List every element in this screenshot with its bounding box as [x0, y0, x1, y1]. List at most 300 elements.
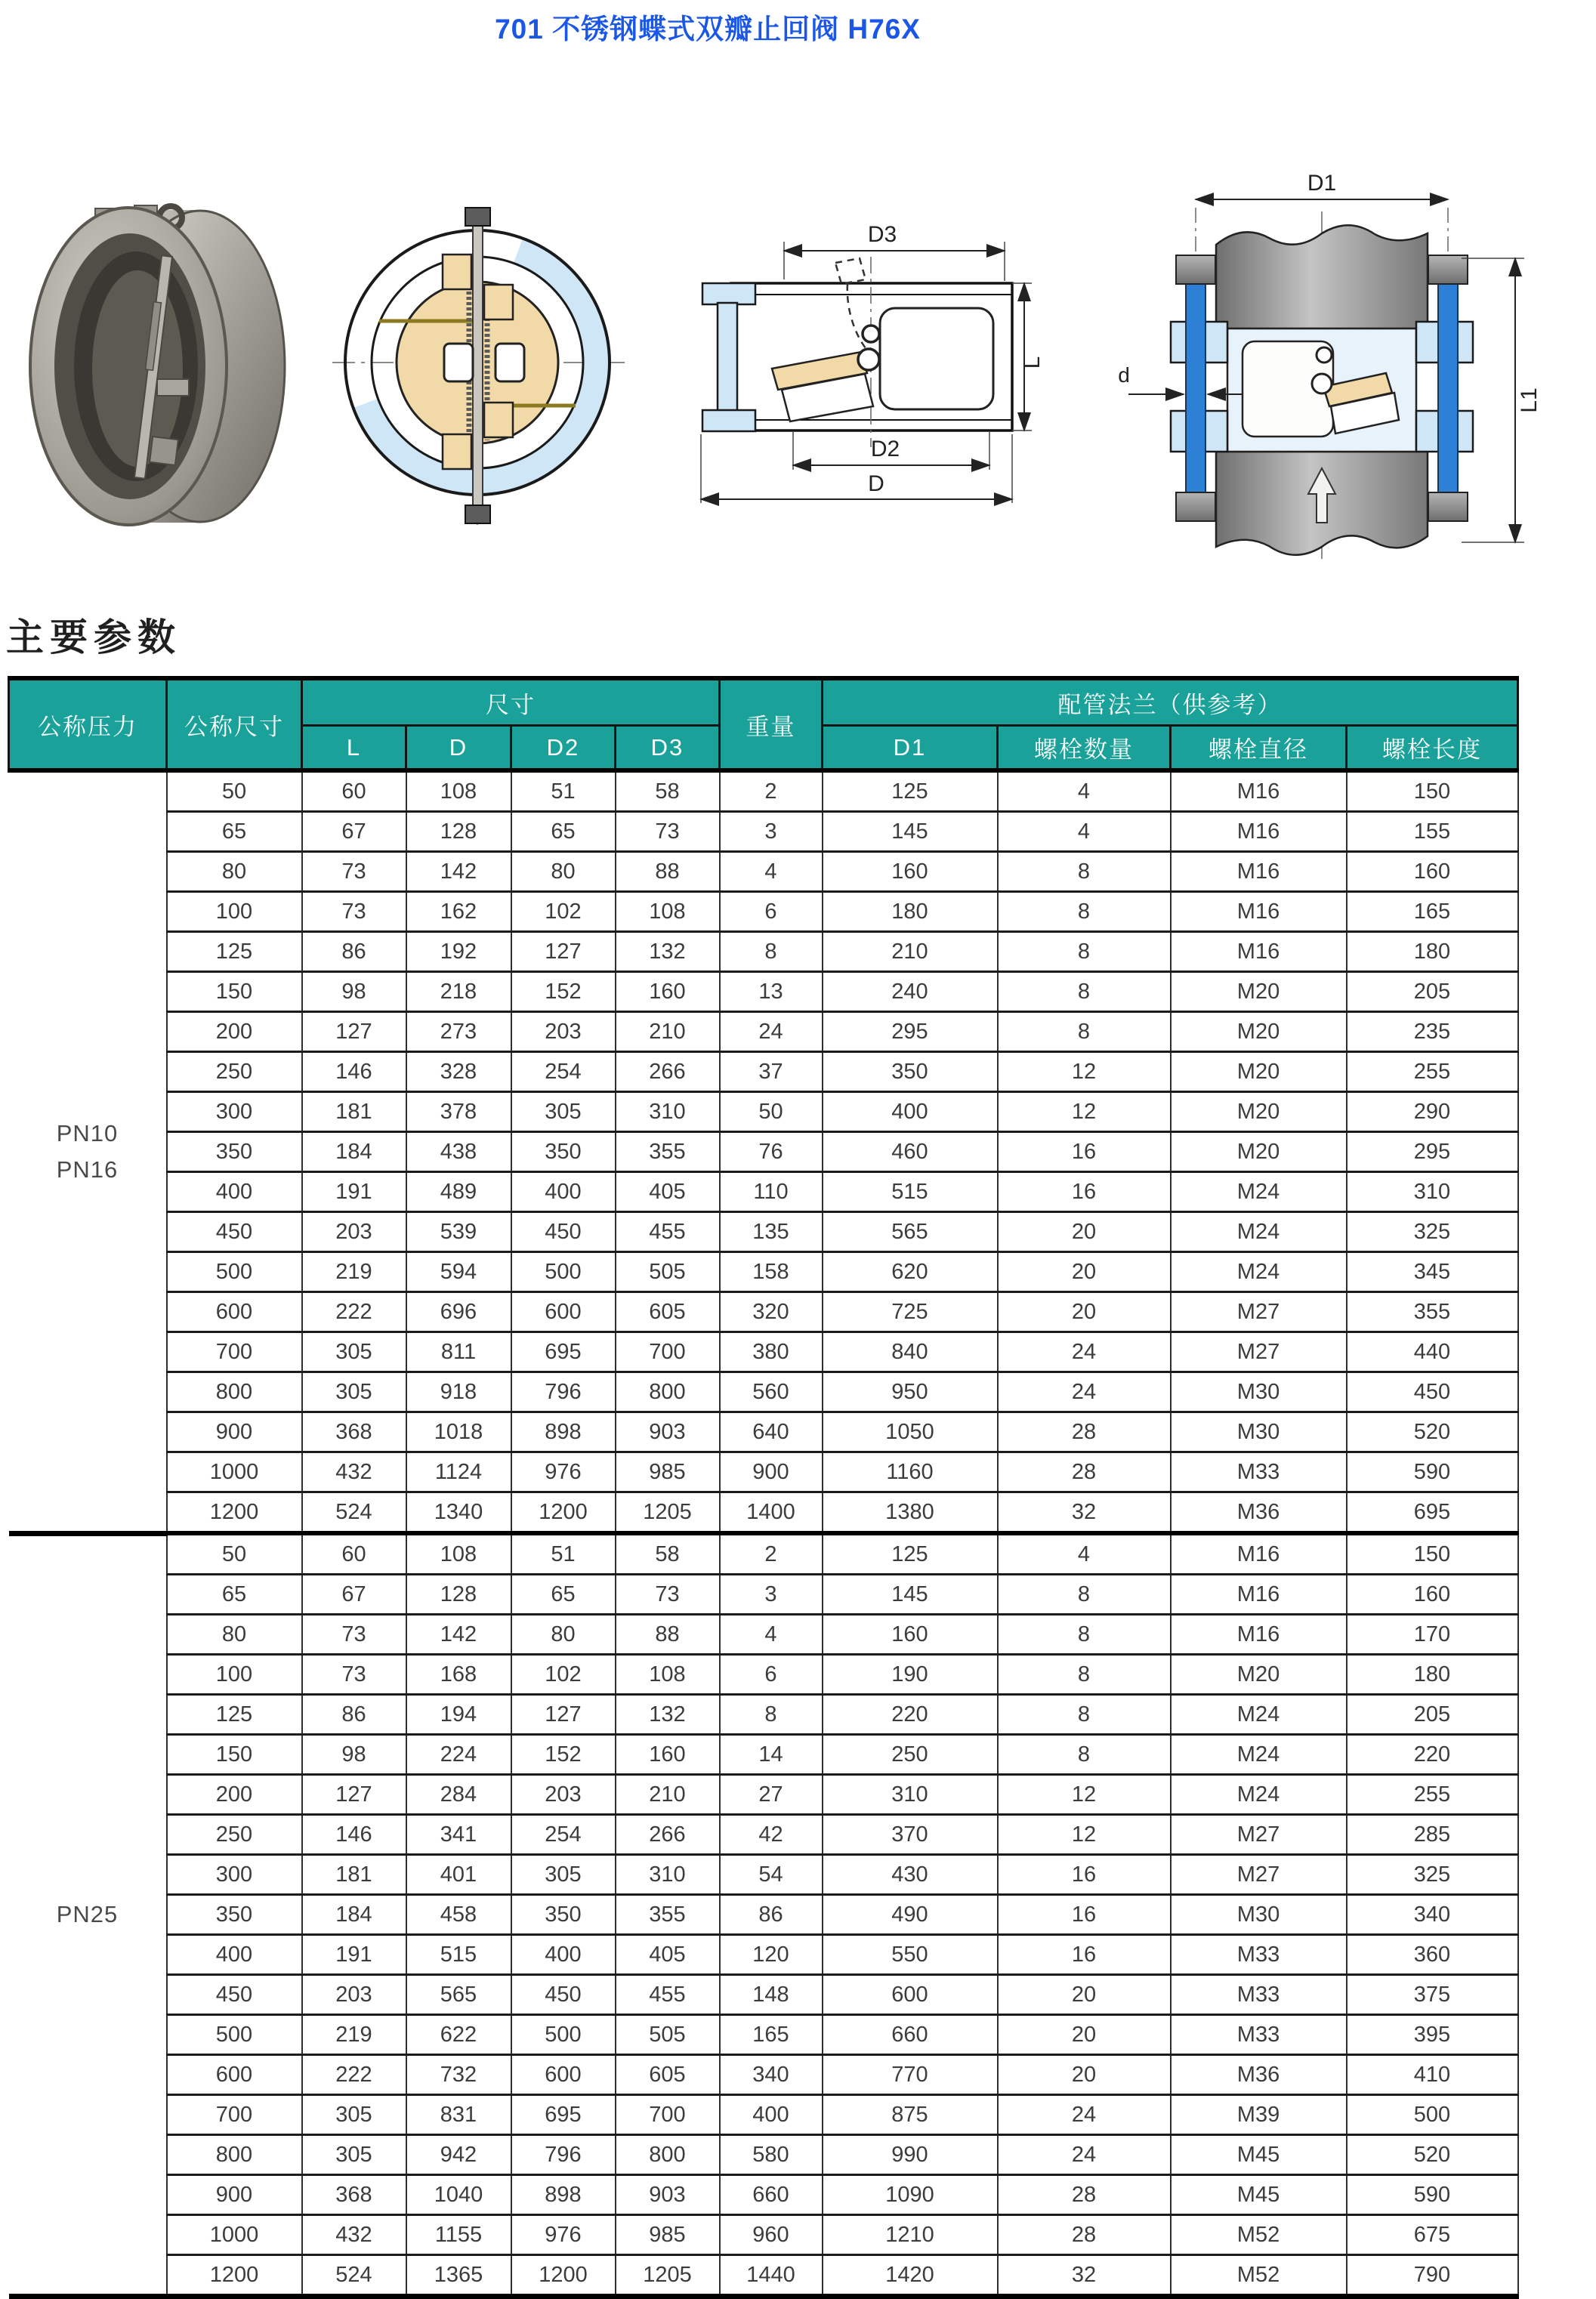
value-cell: 305 [302, 2095, 406, 2135]
value-cell: 88 [616, 852, 720, 892]
front-view-drawing [332, 208, 627, 525]
value-cell: M16 [1171, 932, 1347, 972]
table-row [9, 1092, 1518, 1132]
value-cell: 180 [1347, 932, 1518, 972]
value-cell: 8 [998, 1575, 1171, 1615]
value-cell: 355 [1347, 1292, 1518, 1332]
table-row [9, 1575, 1518, 1615]
value-cell: 24 [720, 1012, 823, 1052]
value-cell: 135 [720, 1212, 823, 1252]
header-dims-group: 尺寸 [302, 678, 720, 726]
value-cell: 8 [998, 972, 1171, 1012]
value-cell: 14 [720, 1735, 823, 1775]
value-cell: 12 [998, 1052, 1171, 1092]
value-cell: 840 [823, 1332, 998, 1372]
hinge-pin-section [1317, 347, 1332, 363]
value-cell: 54 [720, 1855, 823, 1895]
value-cell: 120 [720, 1935, 823, 1975]
value-cell: 24 [998, 2135, 1171, 2175]
value-cell: 51 [511, 1533, 616, 1575]
end-bolt [465, 505, 490, 523]
value-cell: 950 [823, 1372, 998, 1412]
value-cell: 620 [823, 1252, 998, 1292]
size-cell: 65 [167, 1575, 302, 1615]
value-cell: 127 [302, 1012, 406, 1052]
value-cell: 273 [406, 1012, 511, 1052]
value-cell: 181 [302, 1855, 406, 1895]
value-cell: 515 [406, 1935, 511, 1975]
size-cell: 450 [167, 1212, 302, 1252]
value-cell: 438 [406, 1132, 511, 1172]
value-cell: 1124 [406, 1452, 511, 1492]
value-cell: 51 [511, 770, 616, 812]
value-cell: M27 [1171, 1815, 1347, 1855]
value-cell: 600 [511, 1292, 616, 1332]
value-cell: 341 [406, 1815, 511, 1855]
value-cell: 695 [511, 1332, 616, 1372]
value-cell: M27 [1171, 1332, 1347, 1372]
value-cell: 128 [406, 1575, 511, 1615]
value-cell: 605 [616, 2055, 720, 2095]
value-cell: 1340 [406, 1492, 511, 1534]
value-cell: 622 [406, 2015, 511, 2055]
table-row [9, 1775, 1518, 1815]
value-cell: 796 [511, 1372, 616, 1412]
value-cell: 900 [720, 1452, 823, 1492]
value-cell: 350 [511, 1895, 616, 1935]
value-cell: 325 [1347, 1855, 1518, 1895]
cross-section-drawing [687, 211, 1045, 506]
value-cell: 305 [511, 1092, 616, 1132]
value-cell: 108 [616, 892, 720, 932]
table-header [9, 678, 1518, 770]
end-bolt [465, 208, 490, 226]
size-cell: 150 [167, 1735, 302, 1775]
value-cell: 368 [302, 2175, 406, 2215]
value-cell: 355 [616, 1895, 720, 1935]
value-cell: 240 [823, 972, 998, 1012]
value-cell: M36 [1171, 1492, 1347, 1534]
value-cell: 158 [720, 1252, 823, 1292]
table-row [9, 1655, 1518, 1695]
table-row [9, 1735, 1518, 1775]
value-cell: 145 [823, 812, 998, 852]
value-cell: 8 [998, 892, 1171, 932]
value-cell: 16 [998, 1855, 1171, 1895]
size-cell: 250 [167, 1815, 302, 1855]
header-col-l: L [302, 726, 406, 771]
table-row [9, 1372, 1518, 1412]
size-cell: 600 [167, 1292, 302, 1332]
value-cell: 255 [1347, 1052, 1518, 1092]
value-cell: M16 [1171, 852, 1347, 892]
value-cell: 285 [1347, 1815, 1518, 1855]
value-cell: 168 [406, 1655, 511, 1695]
value-cell: 400 [511, 1935, 616, 1975]
value-cell: 695 [1347, 1492, 1518, 1534]
value-cell: 86 [302, 932, 406, 972]
value-cell: 250 [823, 1735, 998, 1775]
value-cell: M27 [1171, 1292, 1347, 1332]
value-cell: M24 [1171, 1212, 1347, 1252]
value-cell: M16 [1171, 892, 1347, 932]
stop-bracket [157, 379, 189, 396]
value-cell: 203 [511, 1775, 616, 1815]
value-cell: 60 [302, 770, 406, 812]
value-cell: 254 [511, 1052, 616, 1092]
table-row [9, 1975, 1518, 2015]
value-cell: 1210 [823, 2215, 998, 2255]
header-weight: 重量 [720, 678, 823, 770]
value-cell: 28 [998, 1452, 1171, 1492]
value-cell: 98 [302, 972, 406, 1012]
value-cell: 310 [1347, 1172, 1518, 1212]
value-cell: 370 [823, 1815, 998, 1855]
value-cell: 539 [406, 1212, 511, 1252]
value-cell: 1380 [823, 1492, 998, 1534]
value-cell: 1420 [823, 2255, 998, 2297]
table-row [9, 770, 1518, 812]
value-cell: 125 [823, 1533, 998, 1575]
value-cell: 6 [720, 1655, 823, 1695]
value-cell: 266 [616, 1815, 720, 1855]
value-cell: 898 [511, 1412, 616, 1452]
value-cell: 13 [720, 972, 823, 1012]
value-cell: 28 [998, 2175, 1171, 2215]
value-cell: 165 [1347, 892, 1518, 932]
bore-cavity [880, 308, 993, 409]
value-cell: 128 [406, 812, 511, 852]
value-cell: M30 [1171, 1372, 1347, 1412]
value-cell: 500 [511, 1252, 616, 1292]
size-cell: 700 [167, 1332, 302, 1372]
value-cell: 12 [998, 1815, 1171, 1855]
value-cell: 560 [720, 1372, 823, 1412]
value-cell: 976 [511, 1452, 616, 1492]
header-col-bolt-len: 螺栓长度 [1347, 726, 1518, 771]
page-title: 701 不锈钢蝶式双瓣止回阀 H76X [495, 14, 921, 45]
table-row [9, 2135, 1518, 2175]
size-cell: 125 [167, 1695, 302, 1735]
value-cell: 590 [1347, 2175, 1518, 2215]
hinge-pin [473, 218, 483, 507]
value-cell: M16 [1171, 770, 1347, 812]
size-cell: 100 [167, 892, 302, 932]
hinge-pin-section [863, 326, 879, 342]
value-cell: M20 [1171, 1655, 1347, 1695]
value-cell: 400 [720, 2095, 823, 2135]
size-cell: 200 [167, 1012, 302, 1052]
dimension-label-l1: L1 [1517, 387, 1542, 413]
value-cell: 524 [302, 1492, 406, 1534]
value-cell: 675 [1347, 2215, 1518, 2255]
value-cell: 284 [406, 1775, 511, 1815]
value-cell: 1440 [720, 2255, 823, 2297]
valve-photo [23, 189, 287, 536]
value-cell: 205 [1347, 1695, 1518, 1735]
value-cell: 401 [406, 1855, 511, 1895]
value-cell: M24 [1171, 1695, 1347, 1735]
value-cell: 203 [302, 1975, 406, 2015]
value-cell: 455 [616, 1212, 720, 1252]
value-cell: 515 [823, 1172, 998, 1212]
value-cell: M39 [1171, 2095, 1347, 2135]
value-cell: 98 [302, 1735, 406, 1775]
size-cell: 100 [167, 1655, 302, 1695]
value-cell: 320 [720, 1292, 823, 1332]
value-cell: 28 [998, 2215, 1171, 2255]
value-cell: 520 [1347, 1412, 1518, 1452]
size-cell: 1000 [167, 2215, 302, 2255]
value-cell: M24 [1171, 1252, 1347, 1292]
value-cell: 295 [1347, 1132, 1518, 1172]
value-cell: 220 [1347, 1735, 1518, 1775]
pressure-group-label [9, 1533, 167, 2297]
value-cell: 160 [1347, 1575, 1518, 1615]
value-cell: 1200 [511, 1492, 616, 1534]
value-cell: 458 [406, 1895, 511, 1935]
value-cell: M24 [1171, 1735, 1347, 1775]
size-cell: 800 [167, 1372, 302, 1412]
value-cell: 305 [302, 2135, 406, 2175]
size-cell: 350 [167, 1132, 302, 1172]
value-cell: 160 [616, 972, 720, 1012]
value-cell: 194 [406, 1695, 511, 1735]
valve-plate [92, 270, 183, 467]
value-cell: 16 [998, 1172, 1171, 1212]
value-cell: 985 [616, 2215, 720, 2255]
size-cell: 125 [167, 932, 302, 972]
value-cell: 88 [616, 1615, 720, 1655]
hinge-pin-section [858, 349, 879, 370]
value-cell: 222 [302, 1292, 406, 1332]
value-cell: M45 [1171, 2135, 1347, 2175]
value-cell: 108 [616, 1655, 720, 1695]
value-cell: 8 [998, 1655, 1171, 1695]
table-row [9, 1332, 1518, 1372]
value-cell: 58 [616, 1533, 720, 1575]
table-row [9, 1412, 1518, 1452]
value-cell: 8 [998, 1735, 1171, 1775]
value-cell: 152 [511, 972, 616, 1012]
value-cell: M36 [1171, 2055, 1347, 2095]
value-cell: M30 [1171, 1895, 1347, 1935]
stud-bolt [1438, 284, 1458, 492]
value-cell: M33 [1171, 1935, 1347, 1975]
value-cell: 460 [823, 1132, 998, 1172]
size-cell: 350 [167, 1895, 302, 1935]
value-cell: M30 [1171, 1412, 1347, 1452]
value-cell: 24 [998, 2095, 1171, 2135]
table-row [9, 1855, 1518, 1895]
value-cell: 160 [616, 1735, 720, 1775]
size-cell: 450 [167, 1975, 302, 2015]
value-cell: 42 [720, 1815, 823, 1855]
value-cell: 310 [823, 1775, 998, 1815]
table-row [9, 1252, 1518, 1292]
value-cell: 73 [302, 892, 406, 932]
value-cell: 903 [616, 1412, 720, 1452]
value-cell: 811 [406, 1332, 511, 1372]
value-cell: 37 [720, 1052, 823, 1092]
value-cell: 305 [511, 1855, 616, 1895]
table-row [9, 2255, 1518, 2297]
size-cell: 900 [167, 2175, 302, 2215]
value-cell: 28 [998, 1412, 1171, 1452]
value-cell: 191 [302, 1935, 406, 1975]
value-cell: 67 [302, 1575, 406, 1615]
value-cell: 796 [511, 2135, 616, 2175]
value-cell: 378 [406, 1092, 511, 1132]
value-cell: M33 [1171, 2015, 1347, 2055]
value-cell: 219 [302, 2015, 406, 2055]
plate-tab [443, 255, 471, 289]
value-cell: 328 [406, 1052, 511, 1092]
value-cell: 505 [616, 1252, 720, 1292]
value-cell: 524 [302, 2255, 406, 2297]
pressure-line: PN25 [56, 1901, 119, 1928]
value-cell: 918 [406, 1372, 511, 1412]
value-cell: 2 [720, 1533, 823, 1575]
value-cell: 108 [406, 770, 511, 812]
table-row [9, 1935, 1518, 1975]
table-row [9, 2015, 1518, 2055]
value-cell: 205 [1347, 972, 1518, 1012]
size-cell: 200 [167, 1775, 302, 1815]
value-cell: 489 [406, 1172, 511, 1212]
size-cell: 80 [167, 852, 302, 892]
value-cell: 160 [823, 1615, 998, 1655]
header-size: 公称尺寸 [167, 678, 302, 770]
value-cell: 180 [823, 892, 998, 932]
value-cell: 203 [302, 1212, 406, 1252]
table-body [9, 770, 1518, 2297]
dimension-label-d: D [868, 471, 884, 496]
value-cell: 181 [302, 1092, 406, 1132]
value-cell: 127 [511, 1695, 616, 1735]
value-cell: 580 [720, 2135, 823, 2175]
value-cell: 1050 [823, 1412, 998, 1452]
value-cell: 145 [823, 1575, 998, 1615]
value-cell: 20 [998, 1212, 1171, 1252]
size-cell: 250 [167, 1052, 302, 1092]
value-cell: 550 [823, 1935, 998, 1975]
size-cell: 400 [167, 1935, 302, 1975]
value-cell: 640 [720, 1412, 823, 1452]
value-cell: 16 [998, 1132, 1171, 1172]
size-cell: 800 [167, 2135, 302, 2175]
table-row [9, 1212, 1518, 1252]
hinge-pin-section [1312, 374, 1332, 393]
header-row-groups [9, 678, 1518, 726]
value-cell: 432 [302, 1452, 406, 1492]
size-cell: 600 [167, 2055, 302, 2095]
value-cell: 355 [616, 1132, 720, 1172]
value-cell: 305 [302, 1372, 406, 1412]
value-cell: 8 [720, 1695, 823, 1735]
value-cell: 2 [720, 770, 823, 812]
size-cell: 400 [167, 1172, 302, 1212]
value-cell: 8 [998, 1695, 1171, 1735]
value-cell: 660 [720, 2175, 823, 2215]
value-cell: 142 [406, 1615, 511, 1655]
value-cell: 695 [511, 2095, 616, 2135]
value-cell: 16 [998, 1895, 1171, 1935]
value-cell: 20 [998, 2055, 1171, 2095]
value-cell: 800 [616, 2135, 720, 2175]
value-cell: 160 [823, 852, 998, 892]
value-cell: 295 [823, 1012, 998, 1052]
value-cell: 450 [1347, 1372, 1518, 1412]
installation-drawing [1095, 171, 1548, 566]
hinge-block [150, 437, 178, 465]
plate-stop [495, 344, 524, 381]
value-cell: M33 [1171, 1452, 1347, 1492]
stud-bolt [1186, 284, 1205, 492]
value-cell: 180 [1347, 1655, 1518, 1695]
value-cell: M20 [1171, 1092, 1347, 1132]
value-cell: 184 [302, 1895, 406, 1935]
value-cell: 8 [720, 932, 823, 972]
dimension-label-d1: D1 [1307, 171, 1337, 196]
parameters-table [8, 676, 1519, 2299]
value-cell: 432 [302, 2215, 406, 2255]
value-cell: 350 [823, 1052, 998, 1092]
header-col-d3: D3 [616, 726, 720, 771]
value-cell: 255 [1347, 1775, 1518, 1815]
value-cell: M16 [1171, 1533, 1347, 1575]
value-cell: 660 [823, 2015, 998, 2055]
size-cell: 50 [167, 770, 302, 812]
value-cell: 700 [616, 2095, 720, 2135]
value-cell: 4 [720, 852, 823, 892]
size-cell: 700 [167, 2095, 302, 2135]
table-row [9, 1895, 1518, 1935]
value-cell: 8 [998, 852, 1171, 892]
header-pressure: 公称压力 [9, 678, 167, 770]
value-cell: 325 [1347, 1212, 1518, 1252]
value-cell: 125 [823, 770, 998, 812]
table-row [9, 1492, 1518, 1534]
value-cell: 1205 [616, 2255, 720, 2297]
value-cell: 12 [998, 1775, 1171, 1815]
size-cell: 1000 [167, 1452, 302, 1492]
value-cell: 1160 [823, 1452, 998, 1492]
value-cell: 132 [616, 1695, 720, 1735]
plate-stop [444, 344, 473, 381]
value-cell: 20 [998, 1252, 1171, 1292]
value-cell: M33 [1171, 1975, 1347, 2015]
flange-section [702, 410, 755, 431]
value-cell: 3 [720, 812, 823, 852]
value-cell: 102 [511, 892, 616, 932]
value-cell: 305 [302, 1332, 406, 1372]
size-cell: 900 [167, 1412, 302, 1452]
value-cell: 976 [511, 2215, 616, 2255]
pressure-line: PN10 [56, 1119, 119, 1146]
value-cell: 450 [511, 1975, 616, 2015]
pipe-top [1216, 225, 1428, 329]
value-cell: 360 [1347, 1935, 1518, 1975]
value-cell: 1155 [406, 2215, 511, 2255]
value-cell: 960 [720, 2215, 823, 2255]
value-cell: 440 [1347, 1332, 1518, 1372]
value-cell: 162 [406, 892, 511, 932]
value-cell: 254 [511, 1815, 616, 1855]
value-cell: 1018 [406, 1412, 511, 1452]
value-cell: 831 [406, 2095, 511, 2135]
dimension-label-d: d [1118, 363, 1130, 387]
